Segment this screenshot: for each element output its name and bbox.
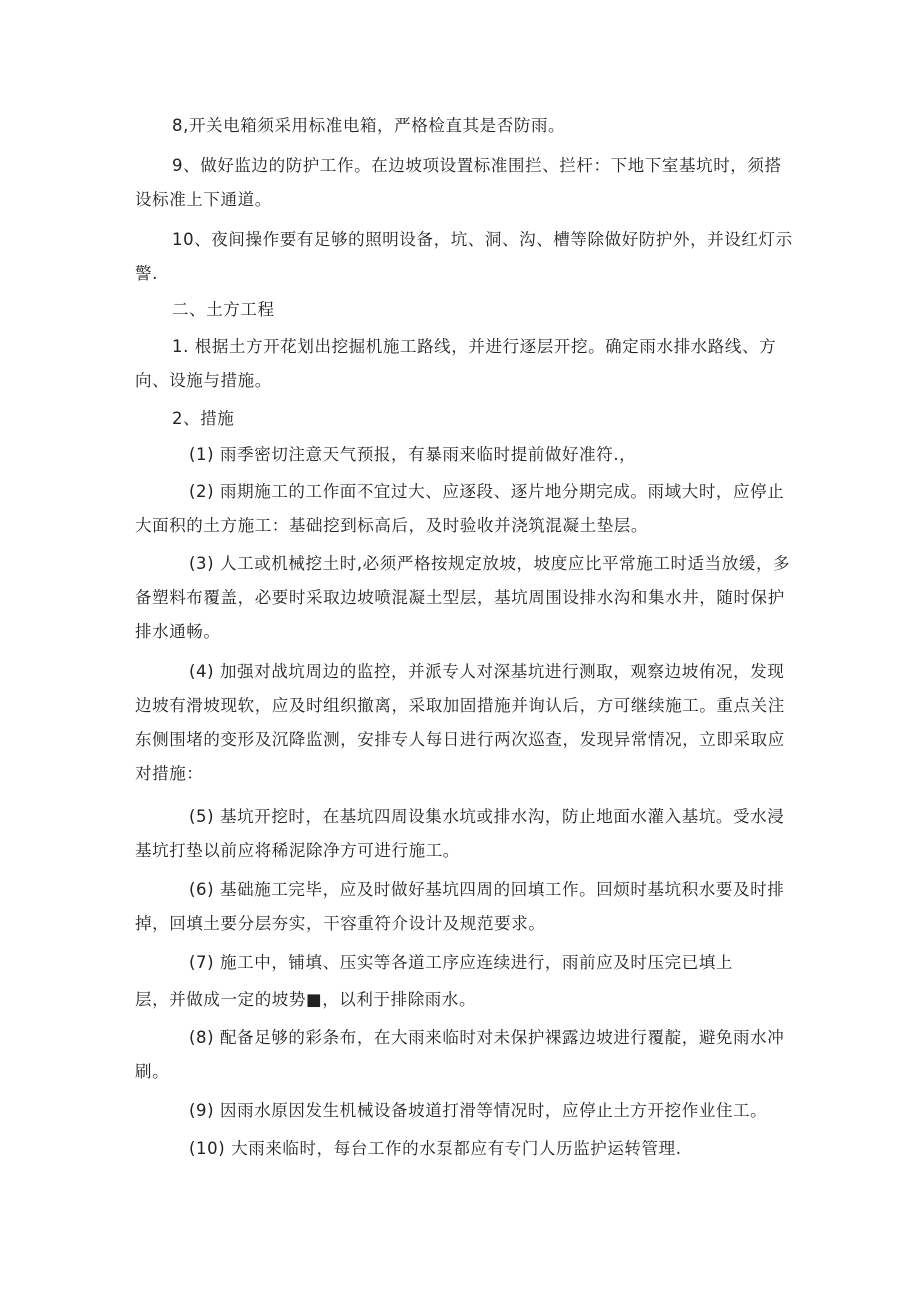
measure-item-7-line-1: (7) 施工中，铺填、压实等各道工序应连续进行，雨前应及时压完已填上 (189, 953, 734, 972)
measure-item-7-line-2: 层，并做成一定的坡势■，以利于排除雨水。 (135, 990, 477, 1009)
paragraph-step-1: 1. 根据土方开花划出挖掘机施工路线，并进行逐层开挖。确定雨水排水路线、方向、设施与措施。 (135, 337, 777, 390)
paragraph-step-2: 2、措施 (172, 409, 235, 428)
measure-item-10: (10) 大雨来临时，每台工作的水泵都应有专门人历监护运转管理. (189, 1139, 682, 1158)
section-heading: 二、土方工程 (172, 300, 275, 319)
measure-item-5: (5) 基坑开挖时，在基坑四周设集水坑或排水沟，防止地面水灌入基坑。受水浸基坑打垫以前应将稀泥除净方可进行施工。 (135, 807, 785, 860)
measure-item-6: (6) 基础施工完毕，应及时做好基坑四周的回填工作。回烦时基坑积水要及时排掉，回填土要分层夯实，干容重符介设计及规范要求。 (135, 880, 785, 933)
paragraph-item-8: 8,开关电箱须采用标准电箱，严格检直其是否防雨。 (172, 116, 566, 135)
measure-item-9: (9) 因雨水原因发生机械设备坡道打滑等情况时，应停止土方开挖作业住工。 (189, 1101, 768, 1120)
measure-item-4: (4) 加强对战坑周边的监控，并派专人对深基坑进行测取，观察边坡侑况，发现边坡有滑坡现软，应及时组织撤离，采取加固措施并询认后，方可继续施工。重点关注东侧围堵的变形及沉降监测，安排专人每日进行两次巡查，发现异常情况，立即采取应对措施： (135, 662, 785, 783)
paragraph-item-10: 10、夜间操作要有足够的照明设备，坑、洞、沟、槽等除做好防护外，并设红灯示警. (135, 230, 793, 283)
measure-item-1: (1) 雨季密切注意天气预报，有暴雨来临时提前做好准符.， (189, 445, 637, 464)
measure-item-8: (8) 配备足够的彩条布，在大雨来临时对未保护裸露边坡进行覆靛，避免雨水冲刷。 (135, 1028, 785, 1081)
measure-item-2: (2) 雨期施工的工作面不宜过大、应逐段、逐片地分期完成。雨域大时，应停止大面积的土方施工：基础挖到标高后，及时验收并浇筑混凝土垫层。 (135, 482, 785, 535)
measure-item-3: (3) 人工或机械挖土时,必须严格按规定放坡，坡度应比平常施工时适当放缓，多备塑料布覆盖，必要时采取边坡喷混凝土型层，基坑周围设排水沟和集水井，随时保护排水通畅。 (135, 554, 791, 641)
paragraph-item-9: 9、做好监边的防护工作。在边坡项设置标准围拦、拦杆：下地下室基坑时，须搭设标准上下通道。 (135, 156, 782, 209)
